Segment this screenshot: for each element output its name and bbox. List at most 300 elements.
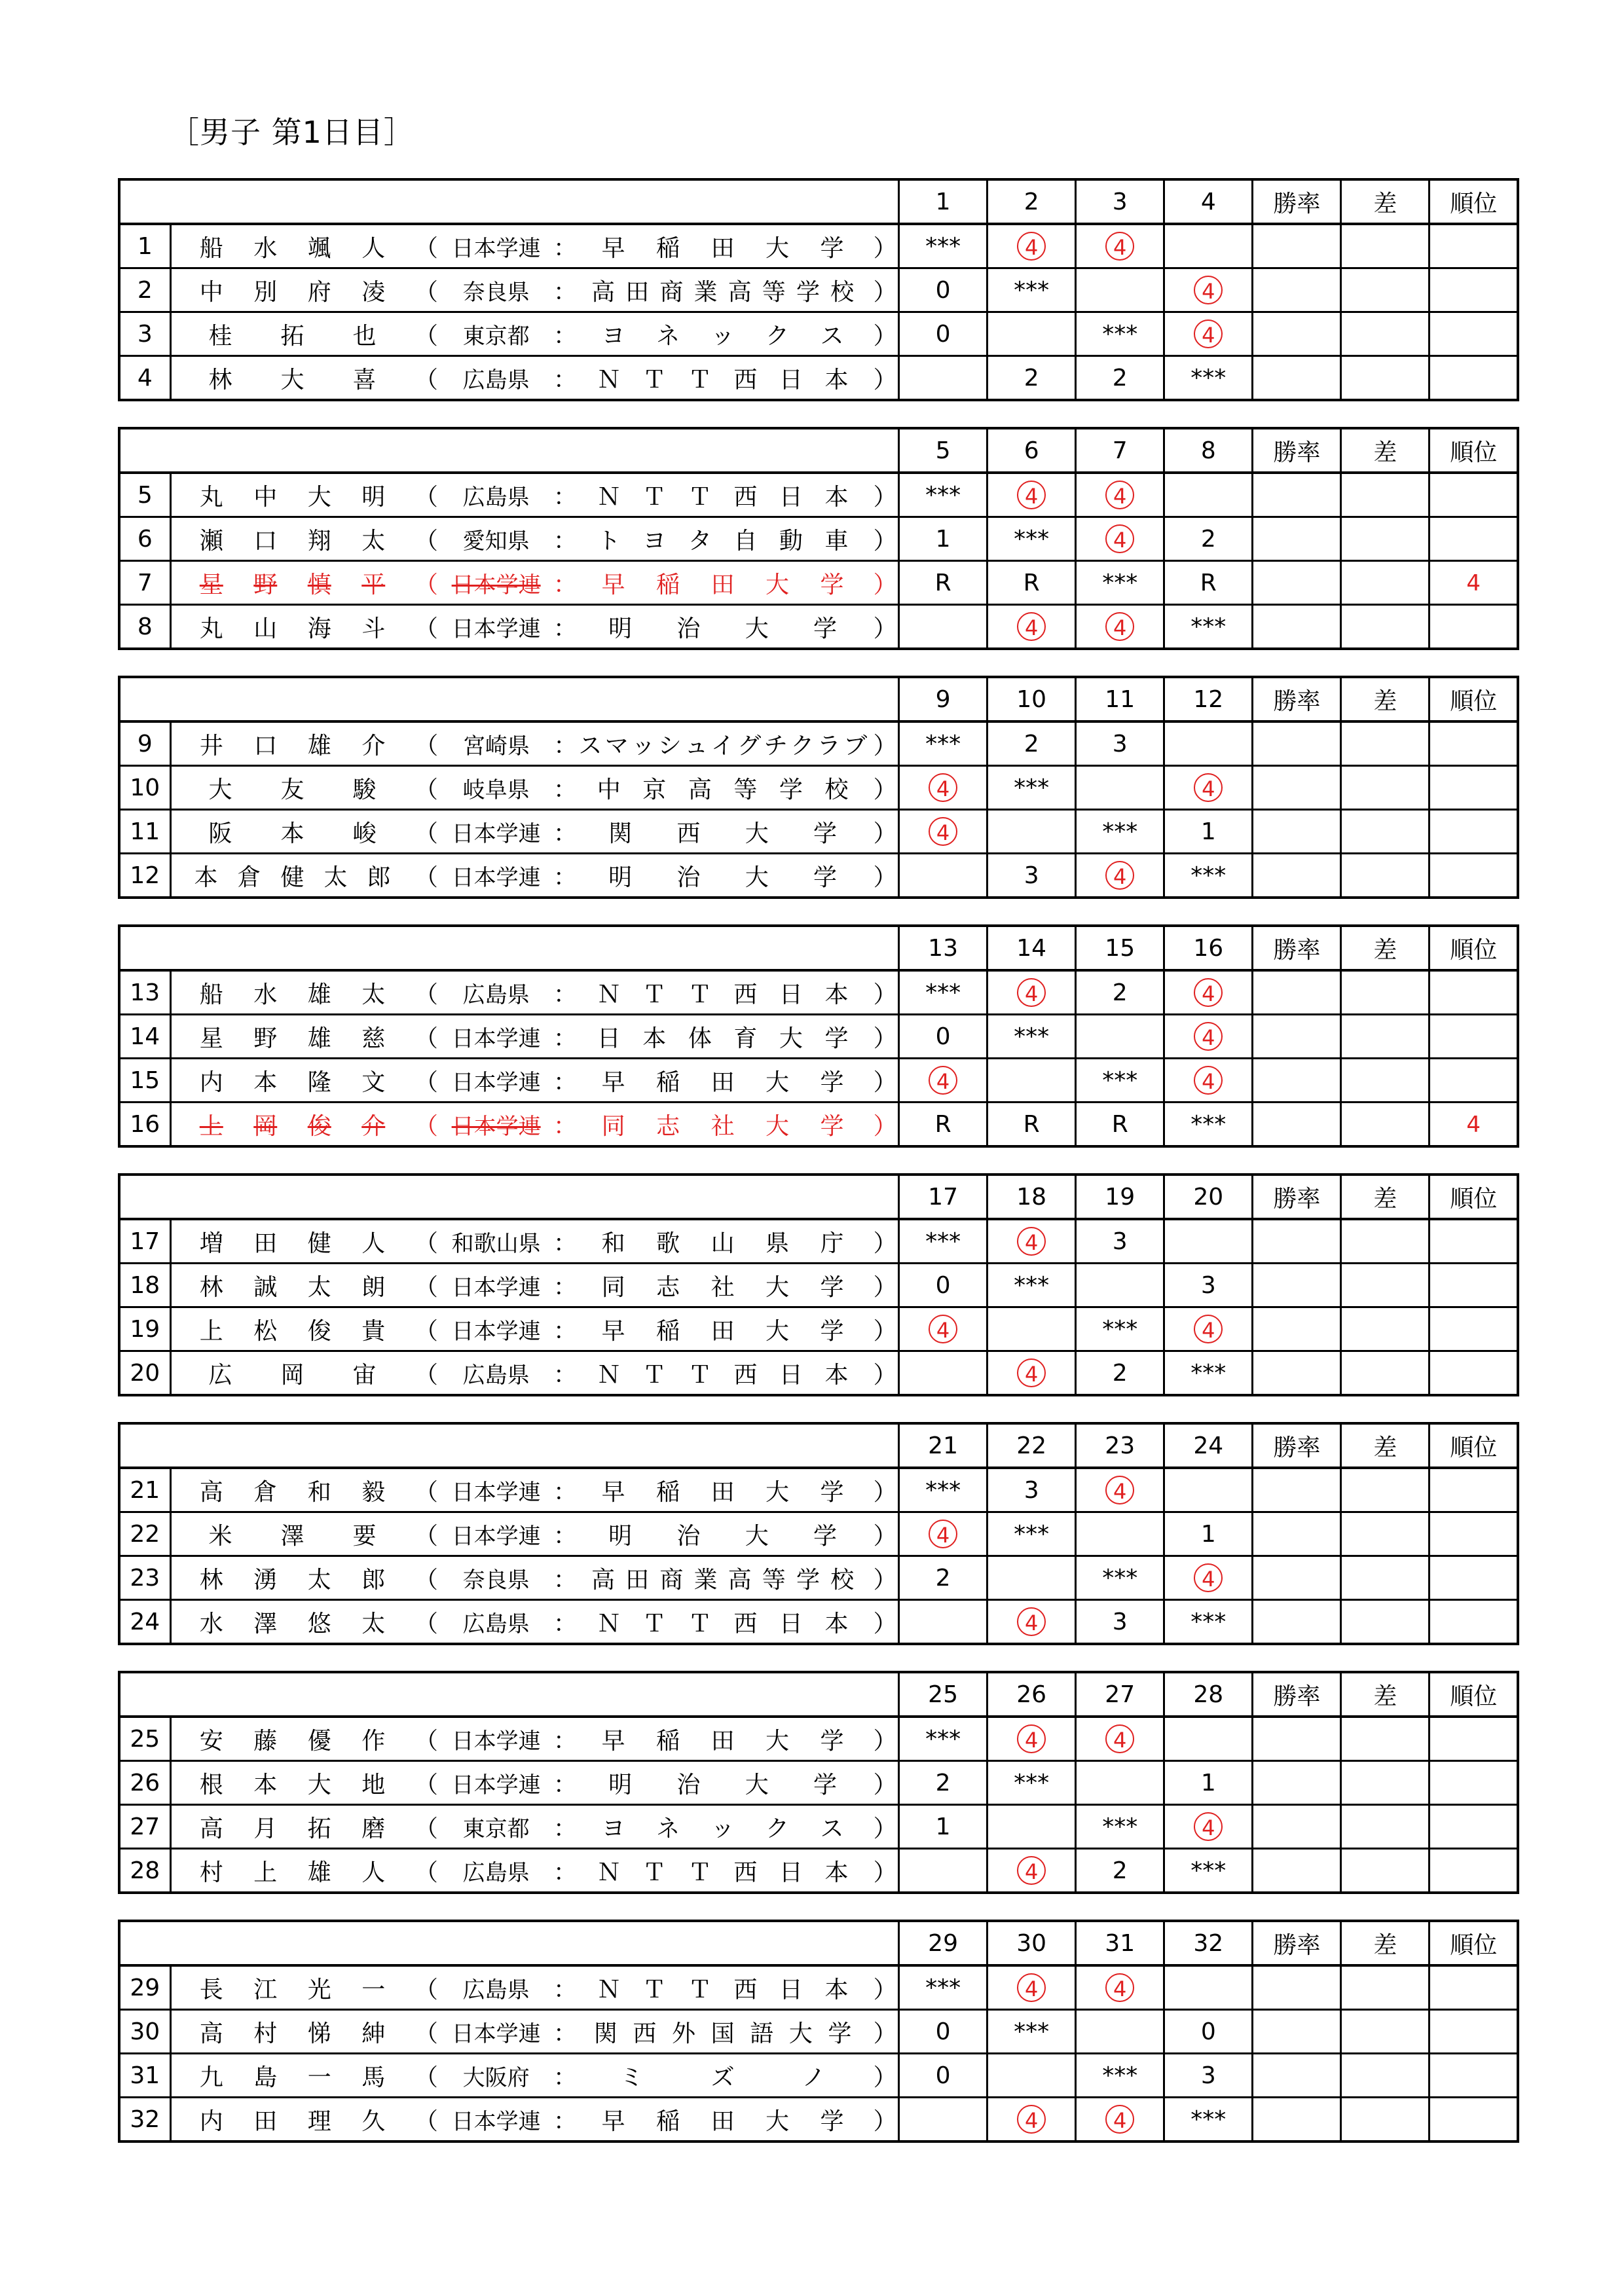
point-difference — [1341, 268, 1430, 312]
table-row — [119, 2010, 1518, 2054]
header-opponent-number: 10 — [987, 677, 1076, 721]
header-diff: 差 — [1341, 1423, 1430, 1468]
win-mark: 4 — [1105, 1476, 1134, 1504]
player-club-char: 本 — [824, 366, 849, 393]
match-result — [1076, 517, 1164, 561]
player-club — [573, 1020, 872, 1053]
header-blank — [119, 677, 899, 721]
colon-separator: ： — [553, 1610, 577, 1637]
player-name-char: 高 — [199, 1478, 223, 1506]
match-result — [899, 1849, 987, 1893]
player-club-char: 西 — [733, 981, 758, 1008]
player-name-char: 健 — [307, 1230, 331, 1257]
match-result — [987, 1307, 1076, 1351]
player-club-char: Ｔ — [642, 366, 667, 393]
match-result — [987, 1351, 1076, 1396]
point-difference — [1341, 2010, 1430, 2054]
final-rank — [1430, 721, 1518, 766]
player-club — [573, 1269, 872, 1302]
player-club-char: 大 — [766, 1068, 790, 1096]
player-name-char: 岡 — [253, 1112, 278, 1140]
player-name-char: 一 — [361, 1976, 386, 2003]
match-result — [987, 1219, 1076, 1264]
player-prefecture: 広島県 — [462, 981, 530, 1008]
player-club-char: 田 — [625, 278, 650, 306]
player-info — [170, 1219, 899, 1264]
player-club — [573, 1064, 872, 1097]
match-result — [899, 356, 987, 401]
match-result — [1076, 766, 1164, 810]
player-club-char: 高 — [591, 1566, 616, 1594]
player-name-char: 理 — [307, 2107, 331, 2135]
colon-separator: ： — [553, 615, 577, 642]
league-table — [118, 676, 1519, 899]
player-club-char: 国 — [710, 2020, 735, 2047]
player-info — [170, 473, 899, 517]
colon-separator: ： — [553, 2064, 577, 2091]
player-club-char: ト — [597, 527, 621, 555]
player-info — [170, 1264, 899, 1307]
final-rank — [1430, 312, 1518, 356]
final-rank — [1430, 356, 1518, 401]
final-rank — [1430, 1717, 1518, 1761]
close-paren: ） — [873, 1771, 897, 1798]
match-result — [899, 1059, 987, 1102]
final-rank — [1430, 1351, 1518, 1396]
final-rank — [1430, 1059, 1518, 1102]
match-result — [1164, 721, 1253, 766]
player-club-char: 大 — [766, 2107, 790, 2135]
league-table — [118, 1173, 1519, 1396]
colon-separator: ： — [553, 278, 577, 306]
player-name — [172, 522, 414, 556]
player-club-char: 社 — [710, 1273, 735, 1301]
player-club-char: マ — [604, 732, 629, 759]
header-opponent-number: 17 — [899, 1175, 987, 1219]
win-rate — [1253, 810, 1341, 854]
player-name-char: 雄 — [307, 981, 331, 1008]
match-result: 3 — [1076, 721, 1164, 766]
win-rate — [1253, 1965, 1341, 2010]
match-result: 3 — [1076, 1600, 1164, 1645]
player-club-char: 稲 — [656, 1727, 680, 1755]
player-club-char: 大 — [745, 820, 769, 847]
player-info — [170, 2098, 899, 2142]
player-club-char: 大 — [745, 1522, 769, 1550]
match-result: 2 — [1164, 517, 1253, 561]
player-club-char: 関 — [593, 2020, 618, 2047]
player-name-char: 村 — [199, 1859, 223, 1886]
page-title: ［男子 第1日目］ — [169, 115, 415, 150]
player-club-char: 大 — [766, 1112, 790, 1140]
final-rank — [1430, 1264, 1518, 1307]
player-name-char: 倉 — [253, 1478, 278, 1506]
match-result — [899, 2098, 987, 2142]
player-club-char: 学 — [813, 1771, 838, 1798]
player-club-char: Ｔ — [642, 981, 667, 1008]
player-prefecture: 日本学連 — [451, 615, 541, 642]
match-result: *** — [899, 721, 987, 766]
player-name — [172, 1269, 414, 1302]
player-club-char: 学 — [820, 1478, 844, 1506]
match-result: *** — [1164, 2098, 1253, 2142]
player-number: 29 — [119, 1965, 170, 2010]
close-paren: ） — [873, 864, 897, 891]
open-paren: （ — [414, 234, 438, 262]
player-name — [172, 976, 414, 1010]
player-club-char: 大 — [779, 1025, 803, 1052]
win-mark: 4 — [1017, 1607, 1046, 1636]
header-opponent-number: 16 — [1164, 926, 1253, 970]
player-number: 11 — [119, 810, 170, 854]
player-club — [573, 361, 872, 395]
player-club-char: 本 — [824, 1610, 849, 1637]
win-rate — [1253, 1761, 1341, 1805]
match-result — [1164, 1717, 1253, 1761]
win-mark: 4 — [1105, 861, 1134, 890]
player-prefecture: 奈良県 — [462, 1567, 530, 1594]
player-prefecture: 宮崎県 — [462, 733, 530, 759]
player-number: 6 — [119, 517, 170, 561]
player-name-char: 島 — [253, 2064, 278, 2091]
player-name — [172, 318, 414, 351]
player-name-char: 増 — [199, 1230, 223, 1257]
player-club-char: 高 — [728, 278, 752, 306]
open-paren: （ — [414, 981, 438, 1008]
header-rate: 勝率 — [1253, 677, 1341, 721]
player-name-char: 慎 — [307, 571, 331, 598]
win-mark: 4 — [1017, 481, 1046, 509]
player-name-char: 也 — [352, 322, 377, 350]
player-club-char: 日 — [779, 483, 803, 511]
player-club-char: 等 — [762, 1566, 786, 1594]
point-difference — [1341, 721, 1430, 766]
player-club-char: 和 — [601, 1230, 625, 1257]
header-opponent-number: 14 — [987, 926, 1076, 970]
player-club-char: 日 — [779, 1859, 803, 1886]
player-club-char: 校 — [824, 776, 849, 803]
win-mark: 4 — [1105, 524, 1134, 553]
open-paren: （ — [414, 1025, 438, 1052]
player-club-char: 社 — [710, 1112, 735, 1140]
player-club-char: Ｔ — [642, 1361, 667, 1389]
close-paren: ） — [873, 1361, 897, 1389]
player-club-char: 日 — [779, 1610, 803, 1637]
player-club-char: Ｔ — [688, 981, 712, 1008]
match-result — [1164, 473, 1253, 517]
colon-separator: ： — [553, 1859, 577, 1886]
league-table — [118, 178, 1519, 401]
player-club-char: 学 — [820, 1727, 844, 1755]
player-name-char: 船 — [199, 981, 223, 1008]
win-rate — [1253, 1468, 1341, 1512]
final-rank — [1430, 1556, 1518, 1600]
colon-separator: ： — [553, 2107, 577, 2135]
player-name-char: 松 — [253, 1317, 278, 1345]
player-club-char: 早 — [601, 1727, 625, 1755]
player-club-char: Ｎ — [597, 1976, 621, 2003]
player-name-char: 優 — [307, 1727, 331, 1755]
open-paren: （ — [414, 1361, 438, 1389]
point-difference — [1341, 1059, 1430, 1102]
player-name-char: 瀬 — [199, 527, 223, 555]
player-info-line — [172, 972, 898, 1013]
match-result — [987, 1556, 1076, 1600]
player-name-char: 星 — [199, 571, 223, 598]
point-difference — [1341, 561, 1430, 605]
match-result: 2 — [899, 1556, 987, 1600]
player-club-char: シ — [657, 732, 682, 759]
player-name-char: 貴 — [361, 1317, 386, 1345]
match-result — [987, 810, 1076, 854]
player-club-char: 稲 — [656, 2107, 680, 2135]
match-result — [1076, 1965, 1164, 2010]
player-name-char: 本 — [194, 864, 218, 891]
table-header-row — [119, 926, 1518, 970]
player-club-char: 早 — [601, 1317, 625, 1345]
match-result — [1164, 1805, 1253, 1849]
final-rank — [1430, 2054, 1518, 2098]
player-name-char: 本 — [280, 820, 304, 847]
table-row — [119, 1059, 1518, 1102]
match-result: *** — [1164, 854, 1253, 898]
header-blank — [119, 179, 899, 224]
match-result — [987, 605, 1076, 649]
player-name-char: 朗 — [361, 1273, 386, 1301]
player-name-char: 太 — [307, 1273, 331, 1301]
win-rate — [1253, 1307, 1341, 1351]
close-paren: ） — [873, 732, 897, 759]
match-result: *** — [987, 517, 1076, 561]
match-result — [1076, 1761, 1164, 1805]
match-result: *** — [1164, 1600, 1253, 1645]
player-club-char: 西 — [733, 1361, 758, 1389]
player-info — [170, 1307, 899, 1351]
player-name-char: 阪 — [208, 820, 232, 847]
table-row — [119, 1717, 1518, 1761]
player-number: 14 — [119, 1015, 170, 1059]
player-club-char: ヨ — [601, 1815, 625, 1842]
player-info-line — [172, 1469, 898, 1511]
header-opponent-number: 31 — [1076, 1921, 1164, 1965]
player-info — [170, 517, 899, 561]
match-result: *** — [1076, 1805, 1164, 1849]
open-paren: （ — [414, 1273, 438, 1301]
final-rank — [1430, 2098, 1518, 2142]
open-paren: （ — [414, 571, 438, 598]
player-club — [573, 1722, 872, 1756]
league-table — [118, 427, 1519, 650]
player-club-char: ス — [578, 732, 602, 759]
close-paren: ） — [873, 1230, 897, 1257]
player-info-line — [172, 1220, 898, 1262]
match-result — [1076, 1102, 1164, 1147]
match-result — [899, 1351, 987, 1396]
match-result — [899, 1102, 987, 1147]
player-name-char: 郎 — [361, 1566, 386, 1594]
table-row — [119, 810, 1518, 854]
player-club — [573, 1854, 872, 1887]
player-name-char: 井 — [199, 732, 223, 759]
player-name-char: 高 — [199, 2020, 223, 2047]
match-result — [1076, 224, 1164, 268]
player-info-line — [172, 518, 898, 560]
player-club-char: ヨ — [642, 527, 667, 555]
player-name-char: 安 — [199, 1727, 223, 1755]
player-name-char: 和 — [307, 1478, 331, 1506]
match-result — [1076, 2010, 1164, 2054]
match-result: 3 — [987, 1468, 1076, 1512]
player-club-char: 日 — [779, 981, 803, 1008]
win-mark: 4 — [1194, 1022, 1223, 1051]
player-name — [172, 859, 414, 892]
player-name-char: 田 — [253, 2107, 278, 2135]
player-club-char: Ｎ — [597, 981, 621, 1008]
player-name-char: 友 — [280, 776, 304, 803]
match-result: 1 — [1164, 1512, 1253, 1556]
colon-separator: ： — [553, 1478, 577, 1506]
table-header-row — [119, 677, 1518, 721]
header-rate: 勝率 — [1253, 1921, 1341, 1965]
player-prefecture: 日本学連 — [451, 572, 541, 598]
retired-mark: R — [934, 569, 951, 596]
player-club-char: 動 — [779, 527, 803, 555]
player-name-char: 水 — [253, 234, 278, 262]
player-name — [172, 1020, 414, 1053]
player-club — [573, 610, 872, 644]
player-name-char: 人 — [361, 234, 386, 262]
close-paren: ） — [873, 1317, 897, 1345]
player-name-char: 誠 — [253, 1273, 278, 1301]
final-rank — [1430, 268, 1518, 312]
player-name-char: 郎 — [367, 864, 391, 891]
open-paren: （ — [414, 1771, 438, 1798]
final-rank — [1430, 766, 1518, 810]
header-opponent-number: 18 — [987, 1175, 1076, 1219]
player-club-char: 治 — [676, 1522, 701, 1550]
player-info — [170, 1556, 899, 1600]
player-club — [573, 859, 872, 892]
player-club-char: 大 — [745, 1771, 769, 1798]
player-club-char: 歌 — [656, 1230, 680, 1257]
player-name-char: 平 — [361, 571, 386, 598]
player-number: 24 — [119, 1600, 170, 1645]
player-prefecture: 日本学連 — [451, 2020, 541, 2047]
player-info-line — [172, 562, 898, 604]
player-club-char: 西 — [633, 2020, 657, 2047]
match-result: 2 — [1076, 1849, 1164, 1893]
player-name — [172, 1357, 414, 1390]
match-result — [1076, 473, 1164, 517]
player-club-char: 学 — [824, 1025, 849, 1052]
point-difference — [1341, 2098, 1430, 2142]
header-opponent-number: 12 — [1164, 677, 1253, 721]
player-prefecture: 奈良県 — [462, 279, 530, 306]
player-number: 1 — [119, 224, 170, 268]
colon-separator: ： — [553, 1976, 577, 2003]
colon-separator: ： — [553, 1025, 577, 1052]
player-prefecture: 日本学連 — [451, 1274, 541, 1301]
player-club-char: 学 — [820, 234, 844, 262]
win-rate — [1253, 356, 1341, 401]
player-club-char: 稲 — [656, 1068, 680, 1096]
player-info — [170, 810, 899, 854]
player-club-char: 大 — [766, 571, 790, 598]
table-row — [119, 766, 1518, 810]
player-name-char: 上 — [199, 1112, 223, 1140]
player-name-char: 内 — [199, 1068, 223, 1096]
player-club-char: 学 — [820, 1317, 844, 1345]
match-result: *** — [987, 1015, 1076, 1059]
player-info — [170, 356, 899, 401]
match-result: 1 — [1164, 810, 1253, 854]
colon-separator: ： — [553, 1361, 577, 1389]
match-result — [987, 1600, 1076, 1645]
win-mark: 4 — [1105, 232, 1134, 261]
match-result — [987, 970, 1076, 1015]
header-opponent-number: 8 — [1164, 428, 1253, 473]
table-row — [119, 473, 1518, 517]
open-paren: （ — [414, 864, 438, 891]
player-name-char: 丸 — [199, 483, 223, 511]
player-name-char: 大 — [280, 366, 304, 393]
close-paren: ） — [873, 322, 897, 350]
player-info-line — [172, 1967, 898, 2009]
win-mark: 4 — [929, 773, 957, 802]
close-paren: ） — [873, 615, 897, 642]
player-number: 4 — [119, 356, 170, 401]
player-name — [172, 1766, 414, 1800]
player-club-char: 業 — [693, 1566, 718, 1594]
header-opponent-number: 30 — [987, 1921, 1076, 1965]
player-info-line — [172, 1352, 898, 1394]
player-number: 26 — [119, 1761, 170, 1805]
header-opponent-number: 32 — [1164, 1921, 1253, 1965]
player-club-char: 西 — [733, 1976, 758, 2003]
open-paren: （ — [414, 1317, 438, 1345]
player-name-char: 月 — [253, 1815, 278, 1842]
player-name — [172, 1722, 414, 1756]
player-club-char: 学 — [813, 615, 838, 642]
table-row — [119, 1761, 1518, 1805]
table-row — [119, 854, 1518, 898]
player-club-char: 外 — [671, 2020, 695, 2047]
player-name — [172, 361, 414, 395]
win-mark: 4 — [1105, 2105, 1134, 2134]
match-result: *** — [1076, 1307, 1164, 1351]
player-name-char: 駿 — [352, 776, 377, 803]
win-rate — [1253, 473, 1341, 517]
player-prefecture: 和歌山県 — [451, 1230, 541, 1257]
player-club-char: 日 — [779, 1361, 803, 1389]
match-result — [1076, 1264, 1164, 1307]
player-club-char: ヨ — [601, 322, 625, 350]
player-club-char: 本 — [824, 1976, 849, 2003]
open-paren: （ — [414, 1566, 438, 1594]
final-rank — [1430, 1600, 1518, 1645]
player-prefecture: 日本学連 — [451, 1113, 541, 1140]
player-club-char: 学 — [820, 1273, 844, 1301]
player-club — [573, 2059, 872, 2092]
player-info — [170, 2010, 899, 2054]
match-result: 0 — [899, 2054, 987, 2098]
player-club-char: 本 — [824, 981, 849, 1008]
player-name — [172, 1313, 414, 1346]
player-club-char: 治 — [676, 615, 701, 642]
player-club-char: 等 — [733, 776, 758, 803]
player-info — [170, 561, 899, 605]
win-rate — [1253, 1805, 1341, 1849]
